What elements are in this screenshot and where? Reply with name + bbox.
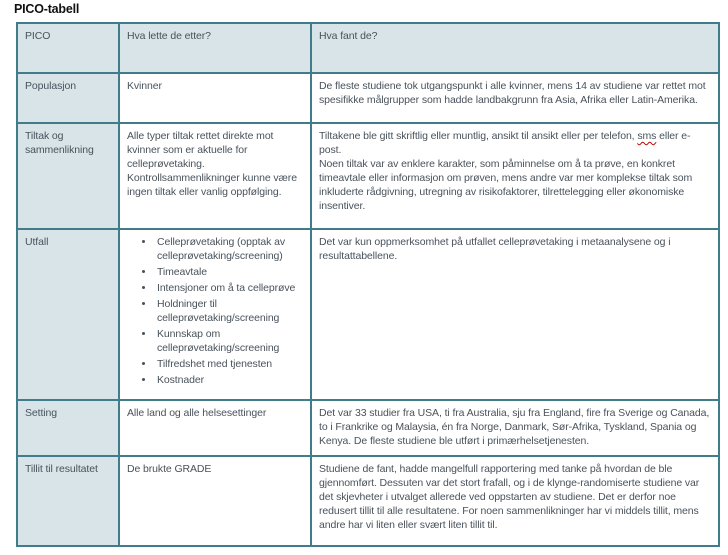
row-label-tillit: Tillit til resultatet: [17, 456, 119, 546]
found-cell-tiltak: [311, 123, 719, 229]
found-cell-tillit: Studiene de fant, hadde mangelfull rapportering med tanke på hvordan de ble gjennomført. Dessuten var det stort frafall, og i de klynge-randomiserte studiene var det skjevheter i utvalget allerede ved oppstarten av studiene. Det er derfor noe redusert tillit til alle resultatene. For noen sammenlikninger har vi middels tillit, mens andre har vi liten eller svært liten tillit til.: [311, 456, 719, 546]
sought-cell-populasjon: Kvinner: [119, 73, 311, 123]
row-label-populasjon: Populasjon: [17, 73, 119, 123]
header-sought: Hva lette de etter?: [119, 23, 311, 73]
outcome-item: • Tilfredshet med tjenesten: [155, 357, 302, 371]
outcomes-list: [127, 235, 302, 387]
table-row-setting: [17, 400, 719, 456]
pico-table: [16, 22, 720, 547]
header-pico: PICO: [17, 23, 119, 73]
sought-cell-tillit: De brukte GRADE: [119, 456, 311, 546]
outcome-item: • Kunnskap om celleprøvetaking/screening: [155, 327, 302, 355]
outcome-item: • Holdninger til celleprøvetaking/screening: [155, 297, 302, 325]
table-row-tillit: [17, 456, 719, 546]
table-row-populasjon: [17, 73, 719, 123]
outcome-item: • Intensjoner om å ta celleprøve: [155, 281, 302, 295]
found-paragraph-1: [319, 129, 710, 157]
outcome-item: • Kostnader: [155, 373, 302, 387]
table-header-row: [17, 23, 719, 73]
outcome-item: • Celleprøvetaking (opptak av celleprøvetaking/screening): [155, 235, 302, 263]
row-label-setting: Setting: [17, 400, 119, 456]
outcome-item: • Timeavtale: [155, 265, 302, 279]
misspelled-word: sms: [637, 130, 657, 142]
row-label-tiltak: Tiltak og sammenlikning: [17, 123, 119, 229]
found-cell-setting: Det var 33 studier fra USA, ti fra Australia, sju fra England, fire fra Sverige og Canada, to i Frankrike og Malaysia, én fra Norge, Danmark, Sør-Afrika, Tyskland, Spania og Kenya. De fleste studiene ble utført i primærhelsetjenesten.: [311, 400, 719, 456]
header-found: Hva fant de?: [311, 23, 719, 73]
table-row-tiltak: [17, 123, 719, 229]
sought-cell-utfall: [119, 229, 311, 400]
found-paragraph-2: Noen tiltak var av enklere karakter, som påminnelse om å ta prøve, en konkret timeavtale eller informasjon om prøven, mens andre var mer komplekse tiltak som inkluderte rådgivning, utregning av risikofaktorer, tilrettelegging eller økonomiske insentiver.: [319, 158, 693, 212]
sought-cell-tiltak: Alle typer tiltak rettet direkte mot kvinner som er aktuelle for celleprøvetaking. Kontrollsammenlikninger kunne være ingen tiltak eller vanlig oppfølging.: [119, 123, 311, 229]
row-label-utfall: Utfall: [17, 229, 119, 400]
sought-cell-setting: Alle land og alle helsesettinger: [119, 400, 311, 456]
found-text-before: Tiltakene ble gitt skriftlig eller muntlig, ansikt til ansikt eller per telefon,: [319, 130, 638, 142]
found-text-after: eller e-post.: [319, 130, 691, 156]
found-cell-populasjon: De fleste studiene tok utgangspunkt i alle kvinner, mens 14 av studiene var rettet mot spesifikke målgrupper som hadde landbakgrunn fra Asia, Afrika eller Latin-Amerika.: [311, 73, 719, 123]
page-title: PICO-tabell: [14, 2, 80, 16]
table-row-utfall: [17, 229, 719, 400]
found-cell-utfall: Det var kun oppmerksomhet på utfallet celleprøvetaking i metaanalysene og i resultattabellene.: [311, 229, 719, 400]
